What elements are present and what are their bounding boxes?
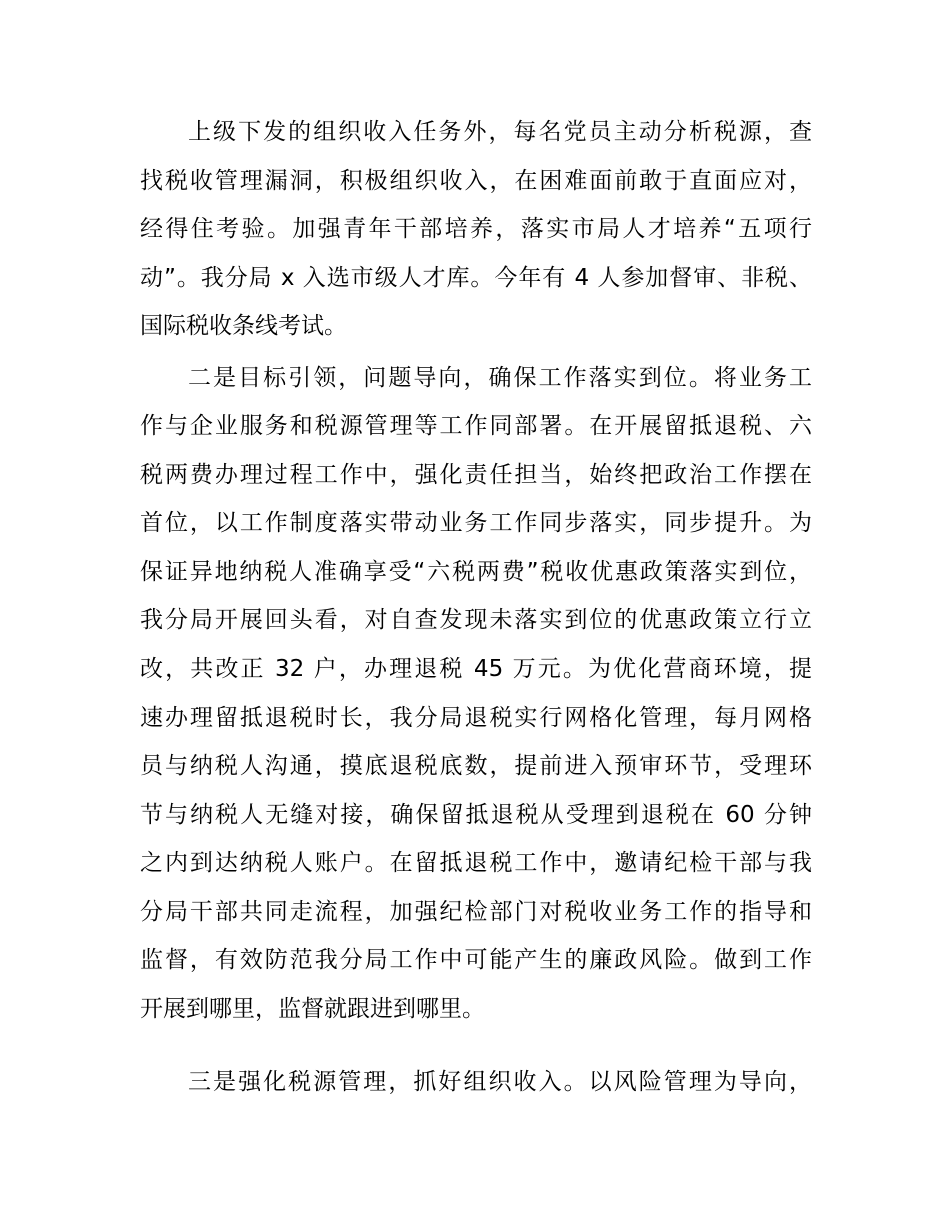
text-line: 速办理留抵退税时长，我分局退税实行网格化管理，每月网格 [140, 705, 812, 731]
text-line: 找税收管理漏洞，积极组织收入，在困难面前敢于直面应对， [140, 168, 812, 194]
text-line: 二是目标引领，问题导向，确保工作落实到位。将业务工 [188, 365, 812, 391]
text-line: 员与纳税人沟通，摸底退税底数，提前进入预审环节，受理环 [140, 753, 812, 779]
text-line: 之内到达纳税人账户。在留抵退税工作中，邀请纪检干部与我 [140, 850, 812, 876]
text-line: 经得住考验。加强青年干部培养，落实市局人才培养“五项行 [140, 216, 812, 242]
text-line: 分局干部共同走流程，加强纪检部门对税收业务工作的指导和 [140, 899, 812, 925]
text-line: 我分局开展回头看，对自查发现未落实到位的优惠政策立行立 [140, 607, 812, 633]
text-line: 开展到哪里，监督就跟进到哪里。 [140, 996, 485, 1022]
text-line: 首位，以工作制度落实带动业务工作同步落实，同步提升。为 [140, 510, 812, 536]
text-line: 国际税收条线考试。 [140, 313, 347, 339]
text-line: 保证异地纳税人准确享受“六税两费”税收优惠政策落实到位， [140, 559, 812, 585]
text-line: 动”。我分局 x 入选市级人才库。今年有 4 人参加督审、非税、 [140, 265, 812, 291]
text-line: 作与企业服务和税源管理等工作同部署。在开展留抵退税、六 [140, 413, 812, 439]
text-line: 节与纳税人无缝对接，确保留抵退税从受理到退税在 60 分钟 [140, 802, 812, 828]
text-line: 三是强化税源管理，抓好组织收入。以风险管理为导向， [188, 1069, 812, 1095]
text-line: 上级下发的组织收入任务外，每名党员主动分析税源，查 [188, 119, 812, 145]
text-line: 改，共改正 32 户，办理退税 45 万元。为优化营商环境，提 [140, 656, 812, 682]
text-line: 税两费办理过程工作中，强化责任担当，始终把政治工作摆在 [140, 462, 812, 488]
text-line: 监督，有效防范我分局工作中可能产生的廉政风险。做到工作 [140, 947, 812, 973]
